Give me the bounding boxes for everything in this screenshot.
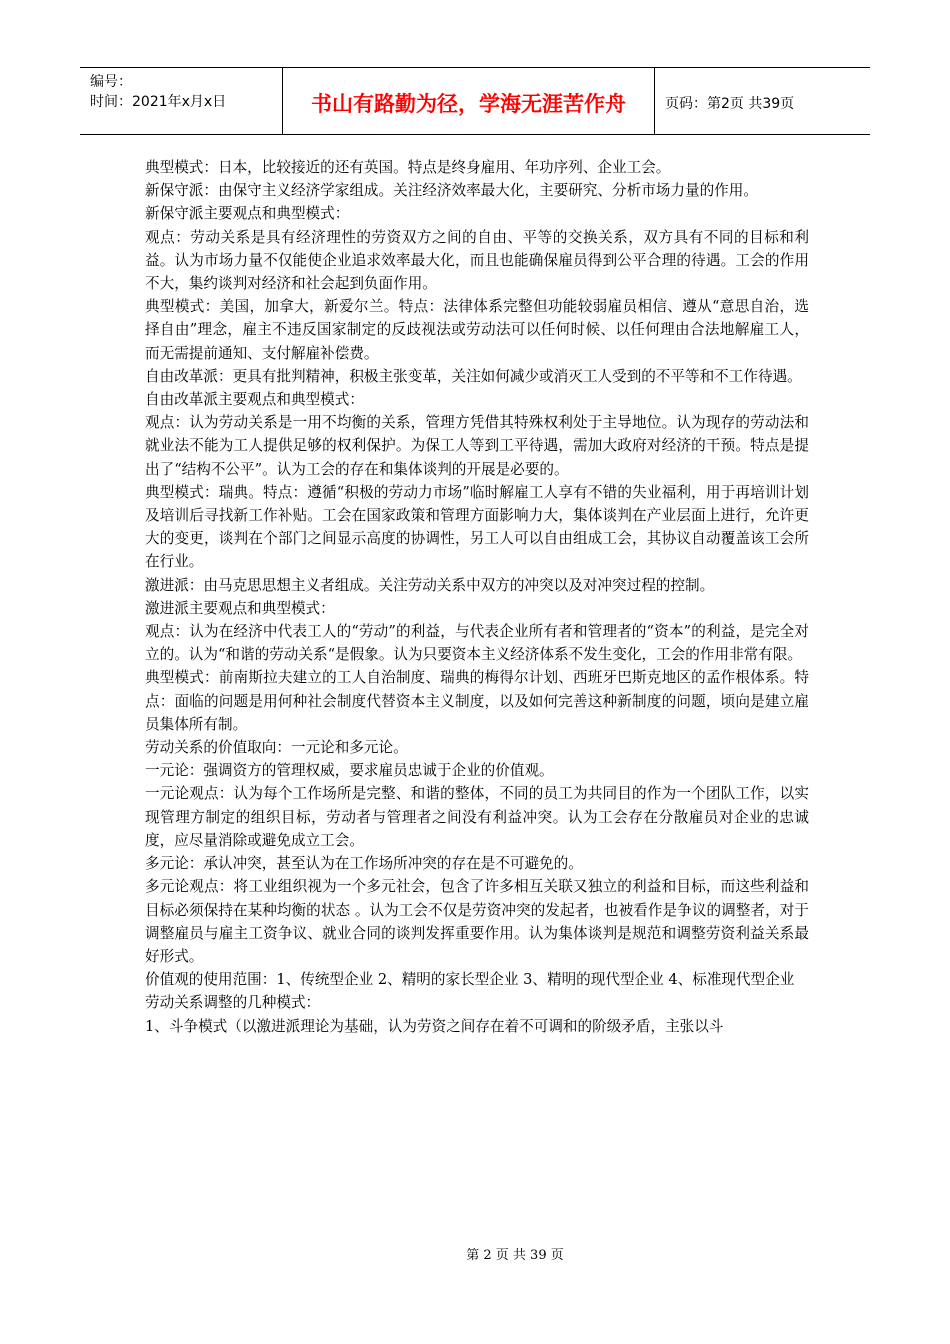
paragraph: 新保守派：由保守主义经济学家组成。关注经济效率最大化，主要研究、分析市场力量的作用。 [145,182,758,200]
paragraph: 价值观的使用范围：1、传统型企业 2、精明的家长型企业 3、精明的现代型企业 4、标准现代型企业 [145,971,795,989]
paragraph: 典型模式：前南斯拉夫建立的工人自治制度、瑞典的梅得尔计划、西班牙巴斯克地区的孟作根体系。特点：面临的问题是用何种社会制度代替资本主义制度，以及如何完善这种新制度的问题，顷向是建立雇员集体所有制。 [145,669,809,733]
page-footer: 第 2 页 共 39 页 [466,1248,564,1263]
header-page-number: 页码：第2页 共39页 [665,96,795,112]
paragraph: 多元论观点：将工业组织视为一个多元社会，包含了许多相互关联又独立的利益和目标，而这些利益和目标必须保持在某种均衡的状态 。认为工会不仅是劳资冲突的发起者，也被看作是争议的调整者，对于调整雇员与雇主工资争议、就业合同的谈判发挥重要作用。认为集体谈判是规范和调整劳资利益关系最好形式。 [145,878,809,965]
paragraph: 激进派：由马克思思想主义者组成。关注劳动关系中双方的冲突以及对冲突过程的控制。 [145,576,715,594]
paragraph: 劳动关系调整的几种模式： [145,994,321,1012]
page-header [80,67,870,135]
paragraph: 观点：劳动关系是具有经济理性的劳资双方之间的自由、平等的交换关系，双方具有不同的目标和利益。认为市场力量不仅能使企业追求效率最大化，而且也能确保雇员得到公平合理的待遇。工会的作用不大，集约谈判对经济和社会起到负面作用。 [145,228,809,293]
paragraph: 一元论观点：认为每个工作场所是完整、和谐的整体，不同的员工为共同目的作为一个团队工作，以实现管理方制定的组织目标，劳动者与管理者之间没有利益冲突。认为工会存在分散雇员对企业的忠诚度，应尽量消除或避免成立工会。 [145,785,809,849]
date-label: 时间：2021年x月x日 [90,94,227,110]
paragraph: 自由改革派主要观点和典型模式： [145,391,364,409]
number-label: 编号： [90,74,132,90]
paragraph: 典型模式：日本，比较接近的还有英国。特点是终身雇用、年功序列、企业工会。 [145,159,671,176]
paragraph: 新保守派主要观点和典型模式： [145,205,350,223]
paragraph: 典型模式：瑞典。特点：遵循“积极的劳动力市场”临时解雇工人享有不错的失业福利，用于再培训计划及培训后寻找新工作补贴。工会在国家政策和管理方面影响力大，集体谈判在产业层面上进行，允许更大的变更，谈判在个部门之间显示高度的协调性，另工人可以自由组成工会，其协议自动覆盖该工会所在行业。 [145,483,809,571]
paragraph: 观点：认为劳动关系是一用不均衡的关系，管理方凭借其特殊权利处于主导地位。认为现存的劳动法和就业法不能为工人提供足够的权利保护。为保工人等到工平待遇，需加大政府对经济的干预。特点是提出了“结构不公平”。认为工会的存在和集体谈判的开展是必要的。 [145,414,809,478]
paragraph: 一元论：强调资方的管理权威，要求雇员忠诚于企业的价值观。 [145,762,554,780]
paragraph: 激进派主要观点和典型模式： [145,599,335,617]
paragraph: 观点：认为在经济中代表工人的“劳动”的利益，与代表企业所有者和管理者的“资本”的利益，是完全对立的。认为“和谐的劳动关系“是假象。认为只要资本主义经济体系不发生变化，工会的作用非常有限。 [145,623,809,664]
header-motto: 书山有路勤为径，学海无涯苦作舟 [283,68,655,134]
paragraph: 1、斗争模式（以激进派理论为基础，认为劳资之间存在着不可调和的阶级矛盾，主张以斗 [145,1017,724,1035]
paragraph: 自由改革派：更具有批判精神，积极主张变革，关注如何减少或消灭工人受到的不平等和不工作待遇。 [145,367,802,385]
paragraph: 典型模式：美国，加拿大，新爱尔兰。特点：法律体系完整但功能较弱雇员相信、遵从“意思自治，选择自由”理念，雇主不违反国家制定的反歧视法或劳动法可以任何时候、以任何理由合法地解雇工人，而无需提前通知、支付解雇补偿费。 [145,298,809,362]
paragraph: 多元论：承认冲突，甚至认为在工作场所冲突的存在是不可避免的。 [145,855,583,873]
document-body [145,156,809,1038]
paragraph: 劳动关系的价值取向：一元论和多元论。 [145,739,408,757]
header-info [80,68,283,134]
